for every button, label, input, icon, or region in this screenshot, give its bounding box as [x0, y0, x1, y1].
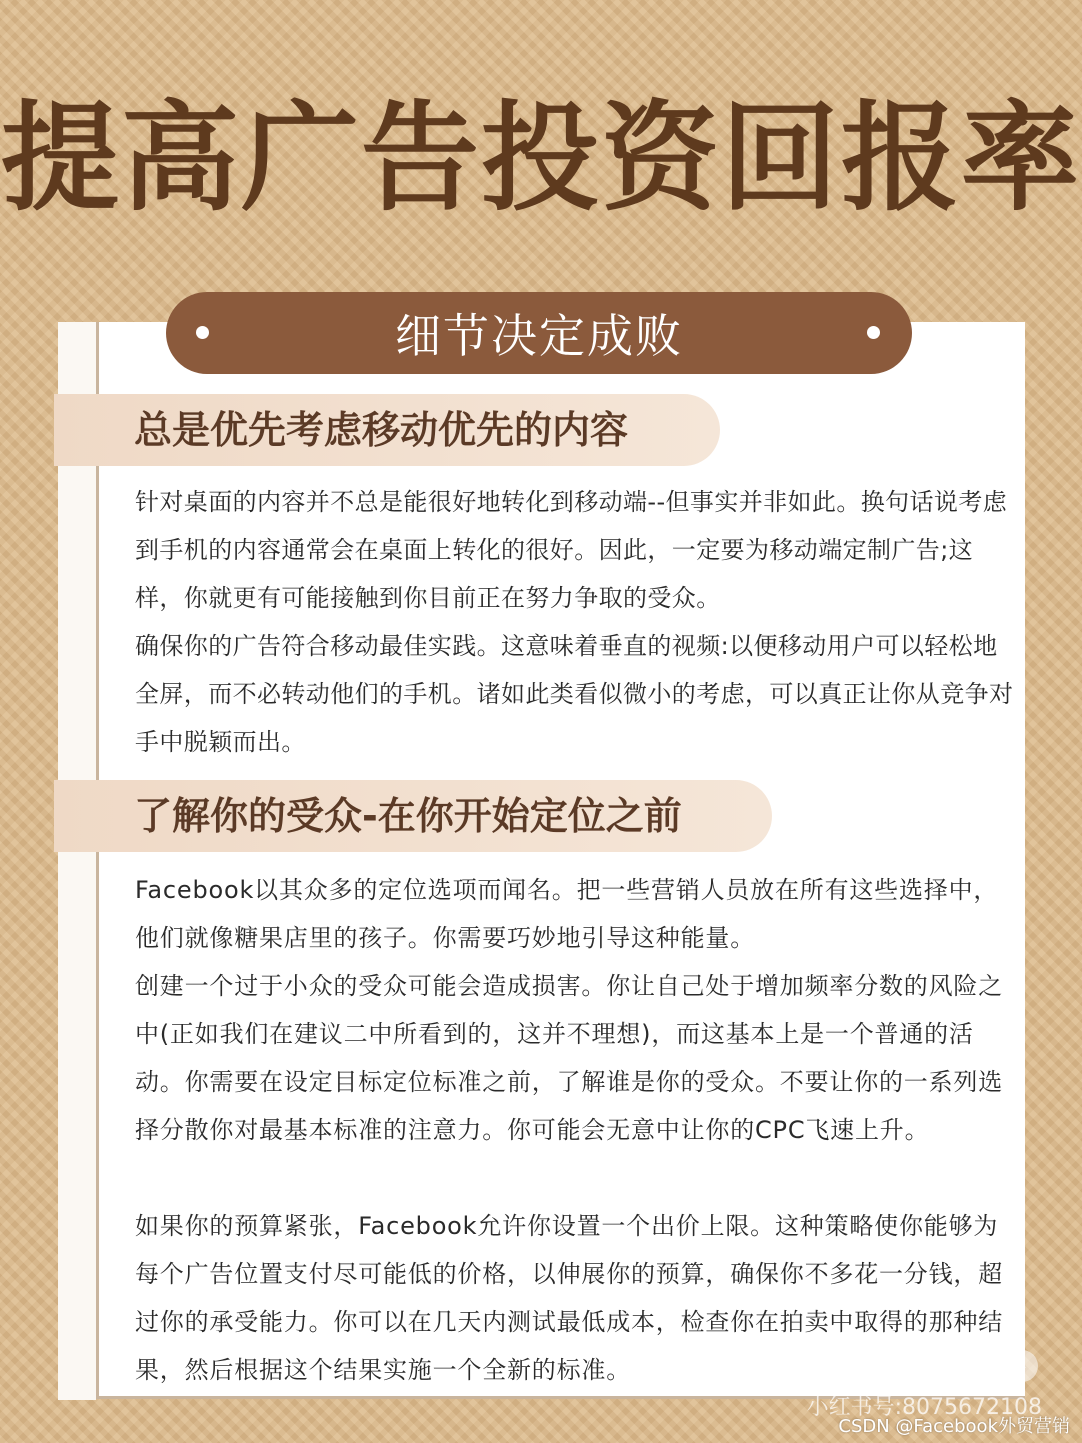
csdn-watermark: CSDN @Facebook外贸营销	[838, 1416, 1070, 1437]
card-side-panel	[58, 322, 96, 1400]
user-id-watermark: 小红书号:8075672108	[806, 1395, 1042, 1420]
subtitle-text: 细节决定成败	[395, 309, 683, 363]
dot-left-icon	[196, 326, 209, 339]
section-2-paragraph-3: 如果你的预算紧张，Facebook允许你设置一个出价上限。这种策略使你能够为每个广告位置支付尽可能低的价格，以伸展你的预算，确保你不多花一分钱，超过你的承受能力。你可以在几天内测试最低成本，检查你在拍卖中取得的那种结果，然后根据这个结果实施一个全新的标准。	[135, 1212, 1003, 1384]
dot-right-icon	[867, 326, 880, 339]
main-title: 提高广告投资回报率	[0, 88, 1081, 227]
section-1-paragraph-1: 针对桌面的内容并不总是能很好地转化到移动端--但事实并非如此。换句话说考虑到手机的内容通常会在桌面上转化的很好。因此，一定要为移动端定制广告;这样，你就更有可能接触到你目前正在努力争取的受众。	[135, 488, 1008, 612]
section-2-paragraph-2: 创建一个过于小众的受众可能会造成损害。你让自己处于增加频率分数的风险之中(正如我们在建议二中所看到的，这并不理想)，而这基本上是一个普通的活动。你需要在设定目标定位标准之前，了解谁是你的受众。不要让你的一系列选择分散你对最基本标准的注意力。你可能会无意中让你的CPC飞速上升。	[135, 972, 1003, 1144]
subtitle-pill	[166, 292, 912, 374]
section-heading-1: 总是优先考虑移动优先的内容	[134, 408, 629, 452]
section-heading-2: 了解你的受众-在你开始定位之前	[134, 794, 682, 838]
section-2-paragraph-1: Facebook以其众多的定位选项而闻名。把一些营销人员放在所有这些选择中，他们就像糖果店里的孩子。你需要巧妙地引导这种能量。	[135, 876, 999, 952]
section-1-paragraph-2: 确保你的广告符合移动最佳实践。这意味着垂直的视频:以便移动用户可以轻松地全屏，而不必转动他们的手机。诸如此类看似微小的考虑，可以真正让你从竞争对手中脱颖而出。	[135, 632, 1014, 756]
xiaohongshu-logo-badge: 小红书	[966, 1350, 1038, 1382]
